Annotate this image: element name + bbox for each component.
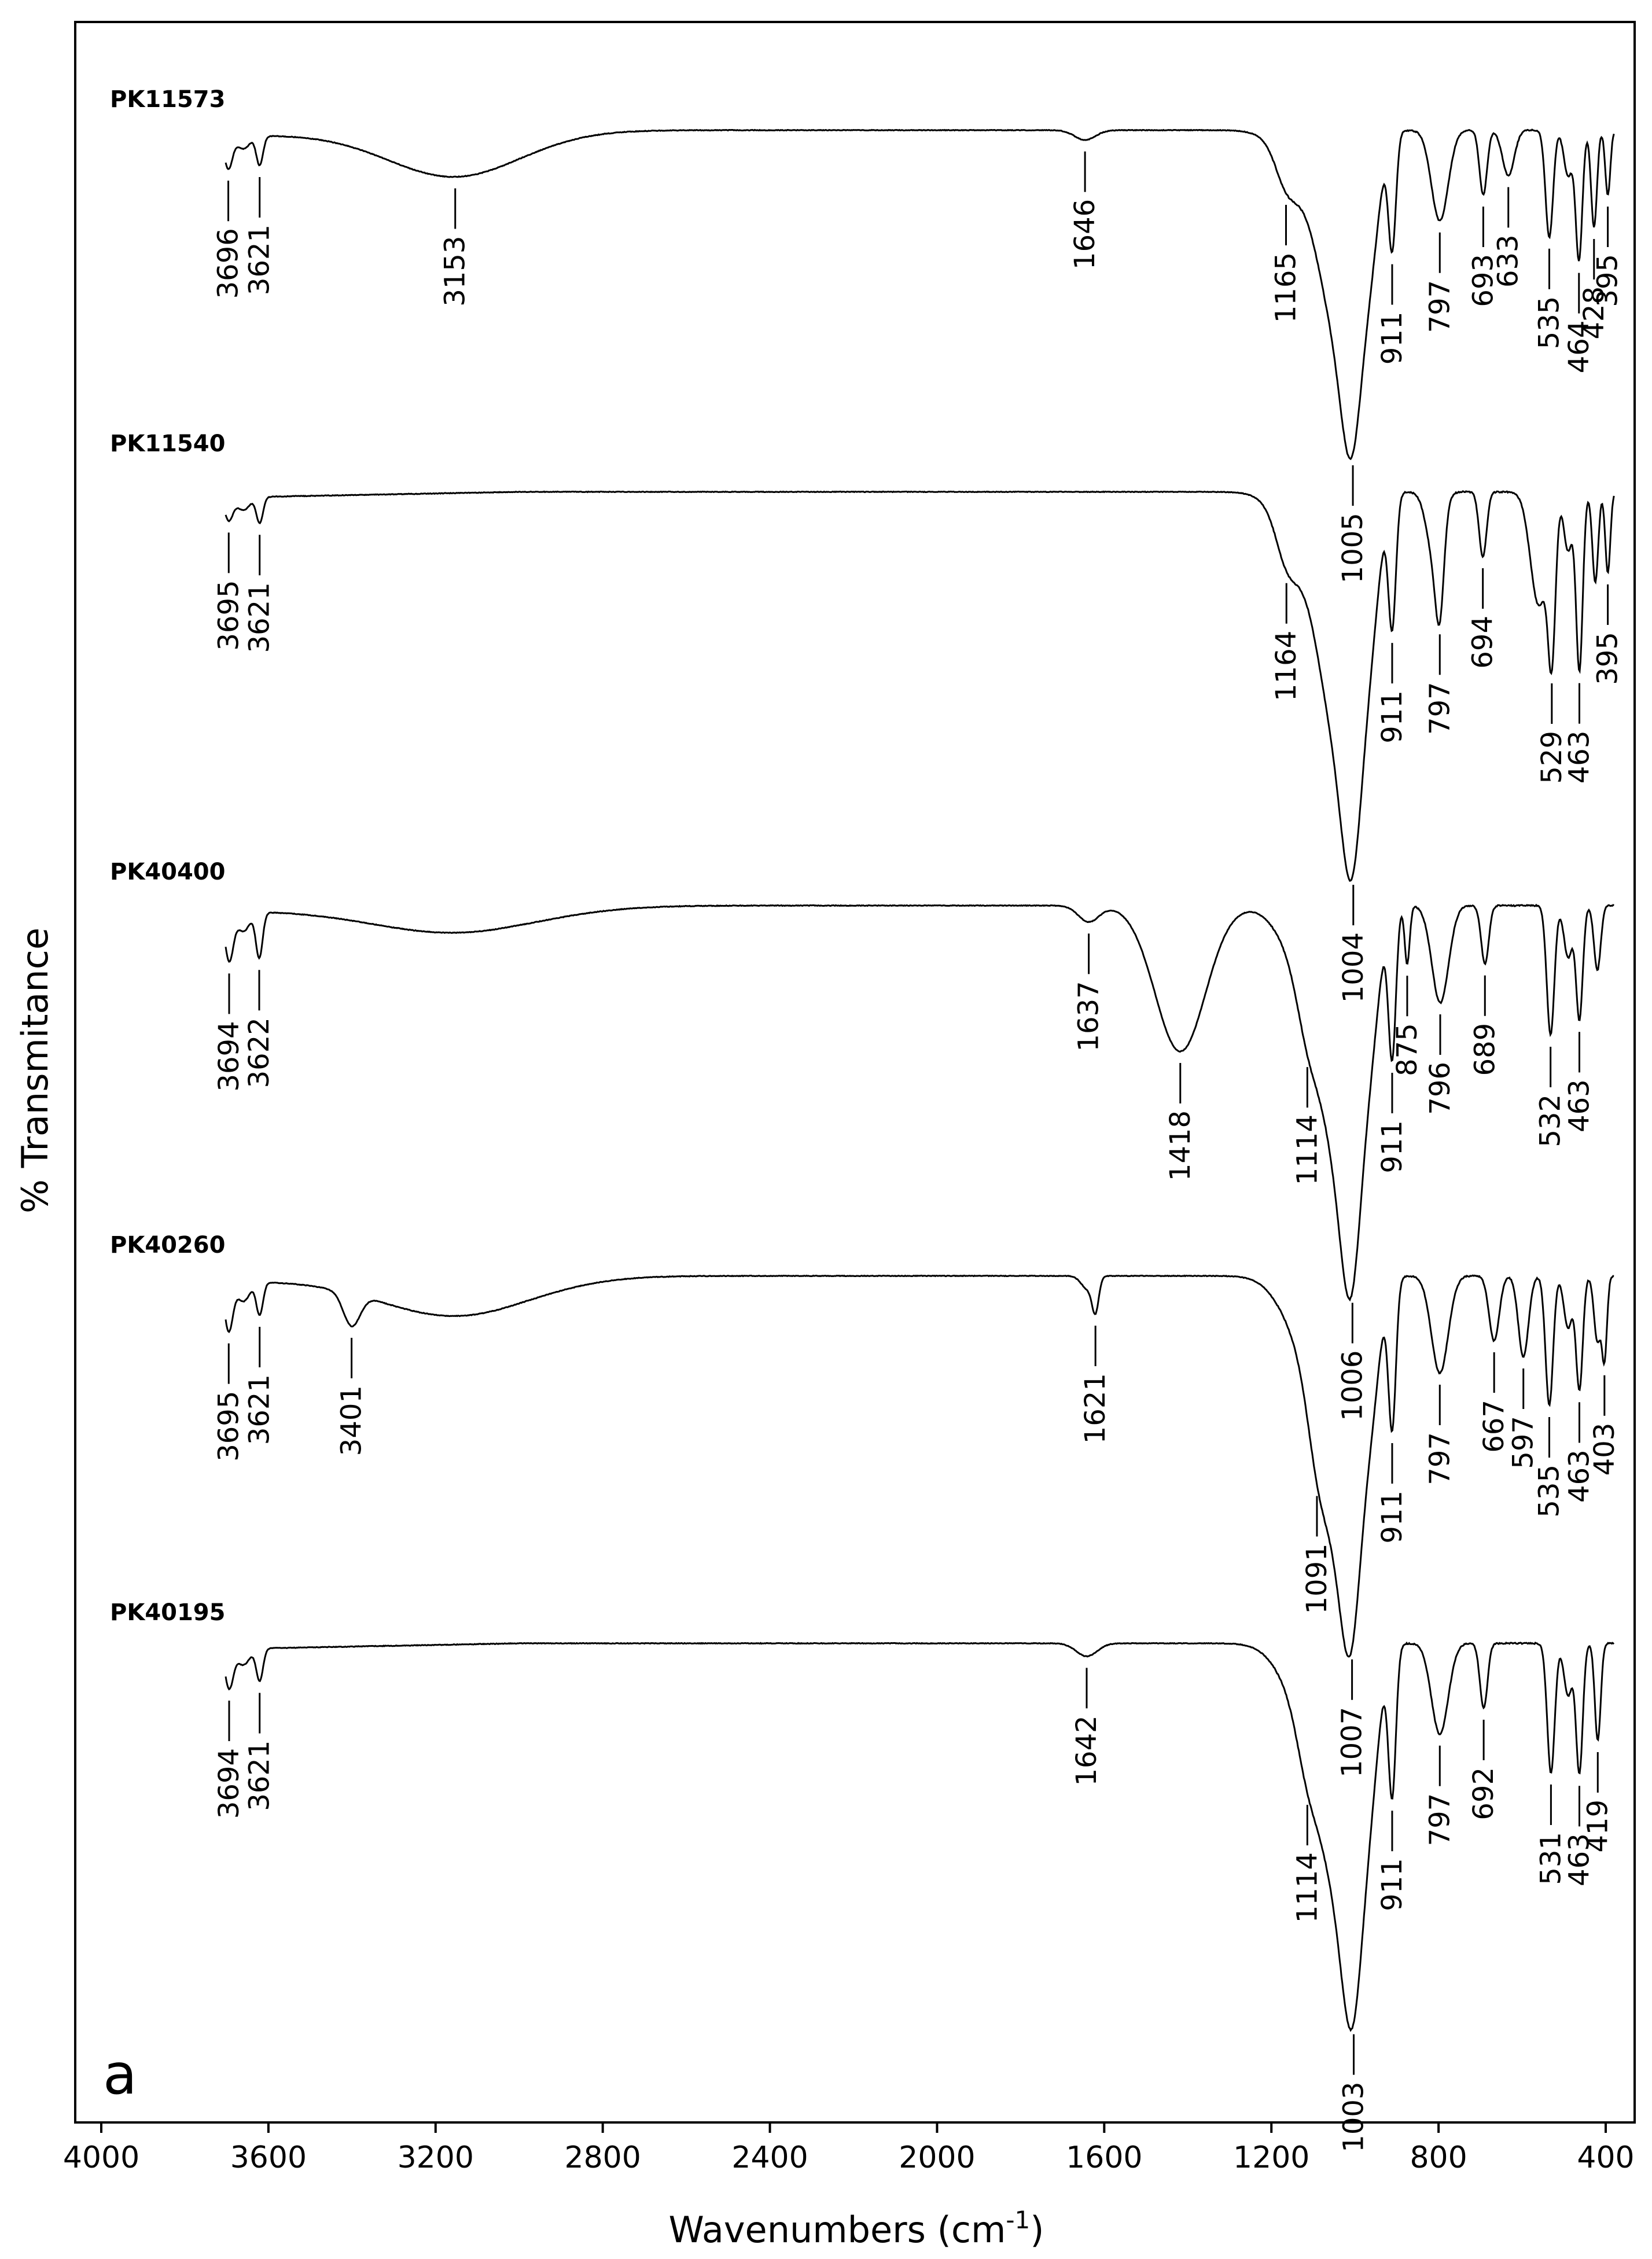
peak-label-PK40260-911: 911 (1375, 1490, 1408, 1544)
x-tick-label-3200: 3200 (397, 2140, 474, 2175)
x-tick-label-1600: 1600 (1066, 2140, 1143, 2175)
series-name-PK11540: PK11540 (110, 431, 226, 457)
peak-label-PK40400-1114: 1114 (1291, 1114, 1324, 1186)
peak-label-PK40195-3694: 3694 (213, 1748, 245, 1819)
spectrum-line-PK11540 (226, 491, 1614, 881)
peak-label-PK11573-3153: 3153 (439, 236, 472, 307)
peak-label-PK40260-597: 597 (1507, 1416, 1540, 1469)
peak-label-PK11573-693: 693 (1467, 254, 1500, 307)
peak-label-PK11540-3621: 3621 (243, 582, 276, 653)
x-tick-label-3600: 3600 (230, 2140, 307, 2175)
x-tick-label-800: 800 (1410, 2140, 1467, 2175)
peak-label-PK40400-1637: 1637 (1072, 981, 1105, 1052)
x-tick-label-400: 400 (1577, 2140, 1635, 2175)
peak-label-PK40195-1642: 1642 (1070, 1715, 1103, 1786)
x-axis-label-main: Wavenumbers (cm (668, 2209, 1006, 2251)
spectrum-line-PK40260 (226, 1275, 1614, 1657)
peak-label-PK40260-797: 797 (1423, 1432, 1456, 1485)
peak-label-PK11573-797: 797 (1423, 279, 1456, 333)
peak-label-PK40400-1418: 1418 (1164, 1110, 1197, 1182)
series-name-PK40400: PK40400 (110, 859, 226, 885)
peak-label-PK40260-535: 535 (1533, 1465, 1566, 1518)
peak-label-PK40195-419: 419 (1581, 1800, 1614, 1853)
y-axis-label: % Transmitance (14, 928, 56, 1213)
peak-label-PK40400-463: 463 (1563, 1079, 1596, 1132)
peak-label-PK11540-3695: 3695 (212, 580, 245, 651)
peak-label-PK11573-3696: 3696 (212, 228, 245, 299)
peak-label-PK11540-463: 463 (1563, 730, 1596, 784)
peak-label-PK40195-911: 911 (1375, 1858, 1408, 1911)
series-name-PK40260: PK40260 (110, 1232, 226, 1259)
peak-label-PK11540-797: 797 (1423, 682, 1456, 735)
peak-label-PK40195-531: 531 (1535, 1832, 1568, 1885)
peak-label-PK11573-535: 535 (1533, 296, 1566, 349)
peak-label-PK11573-395: 395 (1591, 254, 1624, 307)
peak-label-PK40400-796: 796 (1424, 1062, 1456, 1115)
peak-label-PK11573-911: 911 (1375, 311, 1408, 365)
peak-label-PK40195-692: 692 (1467, 1767, 1500, 1820)
peak-label-PK11573-3621: 3621 (243, 224, 276, 296)
x-tick-label-2800: 2800 (564, 2140, 641, 2175)
peak-label-PK11573-1646: 1646 (1069, 198, 1102, 270)
peak-label-PK40400-3694: 3694 (213, 1021, 245, 1092)
x-tick-label-2400: 2400 (731, 2140, 808, 2175)
peak-label-PK11573-464: 464 (1562, 320, 1595, 374)
peak-label-PK40400-532: 532 (1534, 1094, 1567, 1147)
peak-label-PK40195-3621: 3621 (243, 1740, 276, 1811)
peak-label-PK11540-1164: 1164 (1270, 630, 1303, 701)
peak-label-PK40400-875: 875 (1390, 1023, 1423, 1076)
peak-label-PK40400-689: 689 (1469, 1022, 1502, 1076)
peak-label-PK40260-3695: 3695 (212, 1390, 245, 1462)
peak-label-PK11573-633: 633 (1492, 234, 1525, 288)
peak-label-PK11540-911: 911 (1375, 690, 1408, 744)
peak-label-PK40260-1007: 1007 (1335, 1706, 1368, 1778)
peak-label-PK11540-395: 395 (1591, 632, 1624, 685)
x-axis-label-sup: -1 (1006, 2206, 1031, 2234)
peak-label-PK40260-403: 403 (1588, 1422, 1621, 1476)
peak-label-PK40260-3401: 3401 (335, 1385, 368, 1456)
peak-label-PK40195-463: 463 (1563, 1833, 1596, 1886)
peak-label-PK40195-797: 797 (1423, 1793, 1456, 1846)
peak-label-PK11540-529: 529 (1535, 731, 1568, 784)
panel-label: a (103, 2042, 137, 2107)
x-tick-label-4000: 4000 (62, 2140, 140, 2175)
peak-label-PK40400-911: 911 (1375, 1120, 1408, 1173)
spectra-group (110, 86, 1624, 2153)
peak-label-PK11573-1005: 1005 (1337, 513, 1370, 584)
series-name-PK11573: PK11573 (110, 86, 226, 113)
peak-label-PK40195-1003: 1003 (1337, 2081, 1370, 2153)
spectrum-line-PK40400 (226, 905, 1614, 1300)
x-axis (63, 2122, 1635, 2175)
peak-label-PK40260-3621: 3621 (243, 1374, 276, 1445)
peak-label-PK40260-1621: 1621 (1079, 1373, 1112, 1444)
x-axis-label (669, 2206, 1044, 2251)
peak-label-PK11540-694: 694 (1466, 616, 1499, 669)
x-axis-label-tail: ) (1030, 2209, 1044, 2251)
peak-label-PK40195-1114: 1114 (1291, 1852, 1324, 1923)
peak-label-PK40260-1091: 1091 (1300, 1543, 1333, 1614)
peak-label-PK40400-1006: 1006 (1336, 1350, 1369, 1421)
spectrum-line-PK11573 (226, 130, 1614, 459)
x-tick-label-1200: 1200 (1233, 2140, 1310, 2175)
peak-label-PK40260-463: 463 (1563, 1449, 1596, 1503)
x-tick-label-2000: 2000 (899, 2140, 976, 2175)
series-name-PK40195: PK40195 (110, 1599, 226, 1626)
peak-label-PK11573-428: 428 (1577, 286, 1610, 340)
peak-label-PK40400-3622: 3622 (243, 1017, 275, 1088)
peak-label-PK11540-1004: 1004 (1337, 932, 1370, 1003)
spectrum-line-PK40195 (226, 1643, 1614, 2030)
peak-label-PK40260-667: 667 (1478, 1400, 1511, 1453)
peak-label-PK11573-1165: 1165 (1270, 252, 1303, 323)
